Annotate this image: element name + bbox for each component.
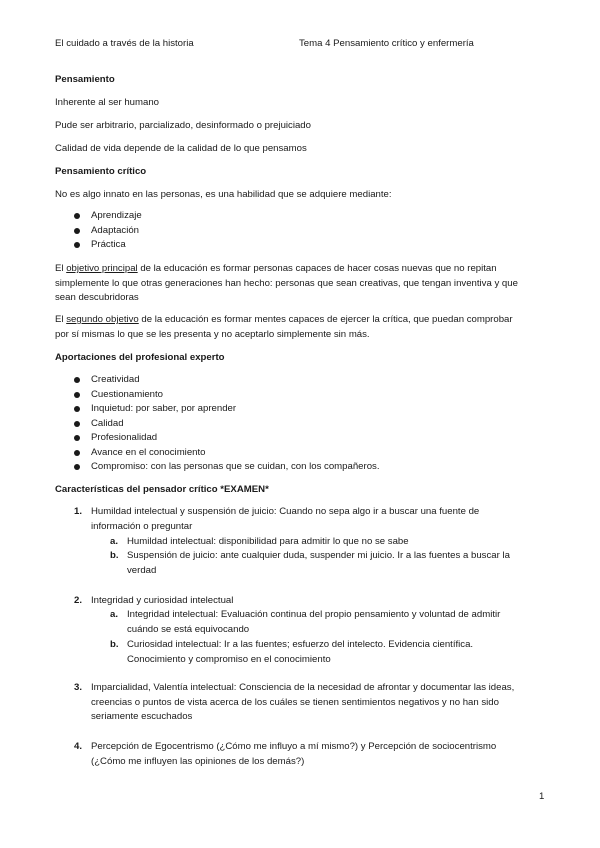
paragraph: Calidad de vida depende de la calidad de lo que pensamos (55, 143, 307, 154)
bullet-icon (74, 435, 80, 441)
list-item (55, 373, 543, 388)
text: Humildad intelectual: disponibilidad para admitir lo que no se sabe (127, 536, 409, 547)
section-title-pensamiento-critico: Pensamiento crítico (55, 166, 147, 177)
list-item-text: Creatividad (91, 374, 140, 385)
sub-item-label: a. (110, 536, 119, 547)
text: seriamente escuchados (91, 711, 193, 722)
sub-item-label: b. (110, 550, 119, 561)
list-item-text: Calidad (91, 417, 124, 429)
numbered-item (55, 740, 543, 770)
list-item (55, 431, 543, 446)
list-item-text: Aprendizaje (91, 210, 142, 221)
list-item-text: Práctica (91, 239, 126, 250)
numbered-item (55, 594, 543, 669)
text: Integridad intelectual: Evaluación continua del propio pensamiento y voluntad de admitir (127, 609, 501, 620)
item-text (91, 594, 543, 609)
text: verdad (127, 564, 157, 576)
underlined-term: objetivo principal (66, 263, 138, 274)
sub-item-label: a. (110, 609, 119, 620)
item-number: 4. (74, 741, 83, 752)
paragraph: Inherente al ser humano (55, 97, 159, 108)
text: Imparcialidad, Valentía intelectual: Consciencia de la necesidad de afrontar y documentar las ideas, (91, 682, 515, 693)
paragraph: Pude ser arbitrario, parcializado, desinformado o prejuiciado (55, 120, 311, 131)
text: información o preguntar (91, 520, 193, 532)
item-text (91, 681, 543, 725)
bullet-icon (74, 450, 80, 456)
paragraph-objetivo-principal (55, 262, 543, 306)
sub-item-label: b. (110, 639, 119, 650)
list-item-text: Profesionalidad (91, 432, 158, 443)
list-item-text: Adaptación (91, 224, 140, 236)
text: por sí mismas lo que se les presenta y no aceptarlo simplemente sin más. (55, 328, 370, 340)
text: Integridad y curiosidad intelectual (91, 595, 234, 606)
list-item (55, 238, 543, 253)
bullet-icon (74, 464, 80, 470)
list-item (55, 446, 543, 461)
list-item (55, 388, 543, 403)
bullet-icon (74, 228, 80, 234)
text: Conocimiento y compromiso en el conocimiento (127, 653, 331, 665)
text: simplemente lo que otras generaciones han hecho: personas que sean creativas, que tengan inventiva y que (55, 277, 518, 289)
bullet-icon (74, 377, 80, 383)
list-item-text: Inquietud: por saber, por aprender (91, 403, 237, 414)
text: cuándo se está equivocando (127, 623, 250, 635)
list-item (55, 460, 543, 475)
underlined-term: segundo objetivo (66, 314, 139, 325)
header-course-title: El cuidado a través de la historia (55, 38, 194, 49)
section-title-aportaciones: Aportaciones del profesional experto (55, 352, 225, 363)
sub-item-text (127, 608, 547, 637)
sub-item-text (127, 638, 547, 667)
text: de la educación es formar personas capaces de hacer cosas nuevas que no repitan (137, 263, 497, 274)
text: El (55, 263, 67, 274)
item-number: 3. (74, 682, 83, 693)
header-topic-title: Tema 4 Pensamiento crítico y enfermería (299, 38, 474, 49)
text: sean descubridoras (55, 292, 139, 303)
text: El (55, 314, 67, 325)
item-text (91, 740, 543, 769)
text: de la educación es formar mentes capaces de ejercer la crítica, que puedan comprobar (138, 314, 513, 325)
bullet-icon (74, 392, 80, 398)
bullet-icon (74, 421, 80, 427)
text: Humildad intelectual y suspensión de juicio: Cuando no sepa algo ir a buscar una fuente de (91, 506, 480, 517)
text: creencias o puntos de vista acerca de los cuáles se tienen sentimientos negativos y no han sido (91, 696, 499, 708)
list-item (55, 224, 543, 239)
list-item-text: Compromiso: con las personas que se cuidan, con los compañeros. (91, 461, 380, 472)
text: Percepción de Egocentrismo (¿Cómo me influyo a mí mismo?) y Percepción de sociocentrismo (91, 741, 497, 752)
list-item (55, 417, 543, 432)
list-item (55, 402, 543, 417)
text: Curiosidad intelectual: Ir a las fuentes; esfuerzo del intelecto. Evidencia científica. (127, 639, 474, 650)
paragraph-segundo-objetivo (55, 313, 543, 342)
text: (¿Cómo me influyen las opiniones de los demás?) (91, 755, 305, 767)
bullet-list-habilidad (55, 209, 543, 253)
list-item (55, 209, 543, 224)
bullet-list-aportaciones (55, 373, 543, 475)
bullet-icon (74, 213, 80, 219)
bullet-icon (74, 406, 80, 412)
item-number: 2. (74, 595, 83, 606)
paragraph: No es algo innato en las personas, es una habilidad que se adquiere mediante: (55, 189, 392, 200)
list-item-text: Avance en el conocimiento (91, 446, 206, 458)
section-title-caracteristicas: Características del pensador crítico *EXAMEN* (55, 484, 269, 495)
numbered-item (55, 505, 543, 580)
item-number: 1. (74, 506, 83, 517)
text: Suspensión de juicio: ante cualquier duda, suspender mi juicio. Ir a las fuentes a buscar la (127, 550, 510, 561)
page-number: 1 (539, 791, 545, 802)
list-item-text: Cuestionamiento (91, 388, 163, 400)
sub-item-text (127, 549, 547, 578)
bullet-icon (74, 242, 80, 248)
numbered-item (55, 681, 543, 727)
item-text (91, 505, 543, 534)
sub-item-text (127, 535, 547, 550)
section-title-pensamiento: Pensamiento (55, 74, 115, 85)
